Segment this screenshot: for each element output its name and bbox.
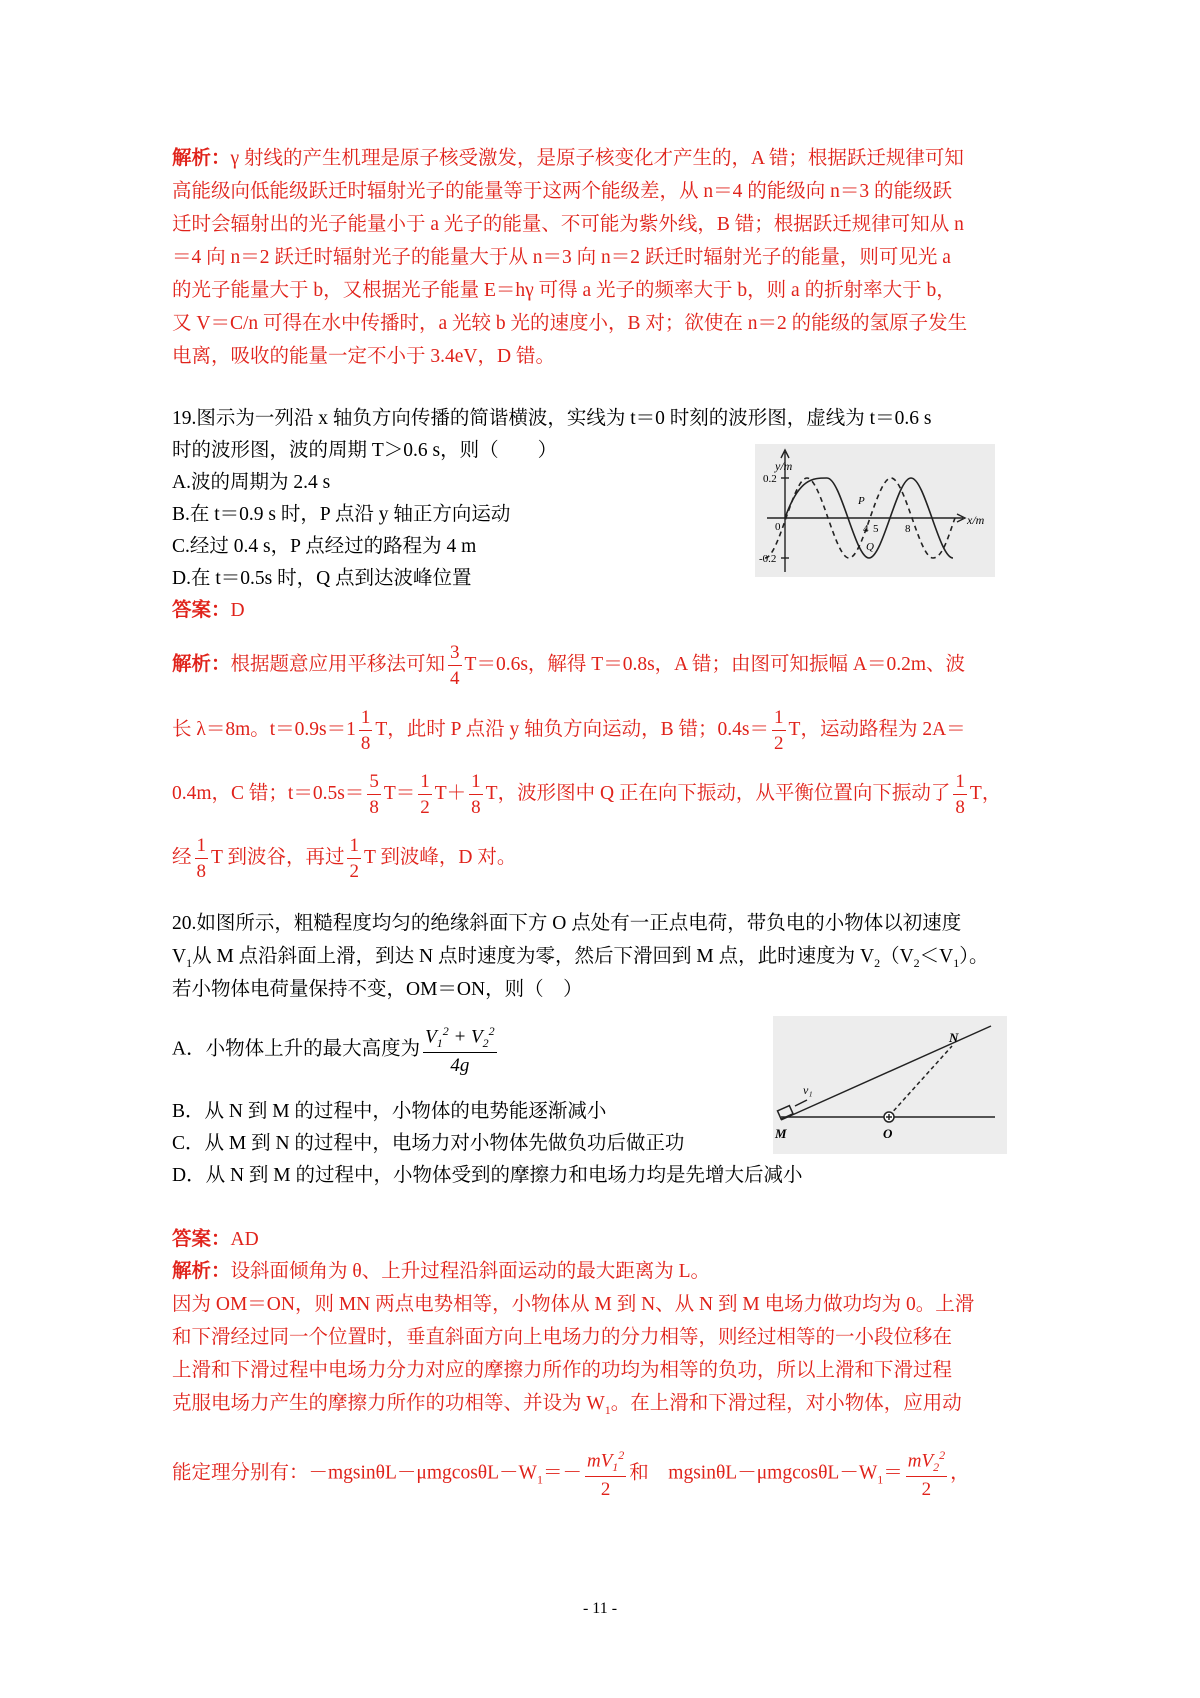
- analysis18-line-2: 高能级向低能级跃迁时辐射光子的能量等于这两个能级差，从 n＝4 的能级向 n＝3 的能级跃: [172, 181, 953, 202]
- fraction: $\frac{mV_1^2}{2}$: [586, 1448, 625, 1501]
- svg-text:O: O: [883, 1126, 893, 1141]
- fraction: $\frac{1}{2}$: [774, 707, 784, 754]
- svg-text:N: N: [949, 1030, 959, 1045]
- q20-analysis-line-4: 上滑和下滑过程中电场力分力对应的摩擦力所作的功均为相等的负功，所以上滑和下滑过程: [172, 1360, 953, 1381]
- svg-text:0: 0: [775, 521, 781, 533]
- wave-figure: [755, 444, 995, 577]
- q19-answer: 答案：D: [172, 600, 245, 621]
- q19-analysis-line-2: 长 λ＝8m。t＝0.9s＝1 $\frac{1}{8}$ T，此时 P 点沿 y 轴负方向运动，B 错；0.4s＝ $\frac{1}{2}$ T，运动路程为 2A＝: [172, 707, 966, 754]
- svg-text:-0.2: -0.2: [759, 553, 777, 565]
- q19-stem-2: 时的波形图，波的周期 T＞0.6 s，则（ ）: [172, 440, 558, 461]
- analysis18-line-4: ＝4 向 n＝2 跃迁时辐射光子的能量大于从 n＝3 向 n＝2 跃迁时辐射光子的能量，则可见光 a: [172, 247, 951, 268]
- fraction: $\frac{3}{4}$: [450, 642, 460, 689]
- fraction: $\frac{1}{8}$: [360, 707, 371, 754]
- svg-text:x/m: x/m: [967, 513, 985, 527]
- q19-stem-1: 19.图示为一列沿 x 轴负方向传播的简谐横波，实线为 t＝0 时刻的波形图，虚线为 t＝0.6 s: [172, 408, 932, 429]
- q20-stem-1: 20.如图所示，粗糙程度均匀的绝缘斜面下方 O 点处有一正点电荷，带负电的小物体以初速度: [172, 913, 962, 934]
- svg-text:Q: Q: [866, 541, 874, 553]
- q19-option-a: A.波的周期为 2.4 s: [172, 472, 331, 493]
- incline-figure: [773, 1016, 1007, 1154]
- q20-analysis-line-3: 和下滑经过同一个位置时，垂直斜面方向上电场力的分力相等，则经过相等的一小段位移在: [172, 1327, 953, 1348]
- q19-analysis-line-1: 解析：根据题意应用平移法可知 $\frac{3}{4}$ T＝0.6s，解得 T＝0.8s，A 错；由图可知振幅 A＝0.2m、波: [172, 642, 966, 689]
- q19-option-c: C.经过 0.4 s，P 点经过的路程为 4 m: [172, 536, 477, 557]
- svg-text:8: 8: [905, 523, 911, 535]
- svg-text:M: M: [775, 1126, 787, 1141]
- fraction: $\frac{1}{2}$: [349, 835, 359, 882]
- q20-analysis-line-2: 因为 OM＝ON，则 MN 两点电势相等，小物体从 M 到 N、从 N 到 M 电场力做功均为 0。上滑: [172, 1294, 975, 1315]
- analysis18-line-7: 电离，吸收的能量一定不小于 3.4eV，D 错。: [172, 346, 555, 367]
- analysis18-line-5: 的光子能量大于 b，又根据光子能量 E＝hγ 可得 a 光子的频率大于 b，则 a 的折射率大于 b，: [172, 280, 956, 301]
- q20-answer: 答案：AD: [172, 1229, 259, 1250]
- q19-analysis-line-3: 0.4m，C 错；t＝0.5s＝ $\frac{5}{8}$ T＝ $\frac{1}{2}$ T＋ $\frac{1}{8}$ T，波形图中 Q 正在向下振动，从平衡位置向下振动了 $\frac{1}{8}$ T，: [172, 771, 1002, 818]
- q19-option-d: D.在 t＝0.5s 时，Q 点到达波峰位置: [172, 568, 472, 589]
- svg-text:0.2: 0.2: [763, 473, 777, 485]
- svg-text:5: 5: [873, 523, 879, 535]
- fraction: $\frac{mV_2^2}{2}$: [907, 1448, 946, 1501]
- analysis-label: 解析：: [172, 148, 231, 169]
- q20-option-c: C．从 M 到 N 的过程中，电场力对小物体先做负功后做正功: [172, 1133, 685, 1154]
- analysis18-line-1: 解析：γ 射线的产生机理是原子核受激发，是原子核变化才产生的，A 错；根据跃迁规律可知: [172, 148, 964, 169]
- q20-analysis-line-6: 能定理分别有：$-mgsin\theta L-\mu mgcos\theta L-W_1=-$ $\frac{mV_1^2}{2}$ 和 $mgsin\theta L-\mu mgcos\theta L-W_1=$ $\frac{mV_2^2}{2}$ ，: [172, 1448, 970, 1501]
- analysis18-line-6: 又 V＝C/n 可得在水中传播时，a 光较 b 光的速度小，B 对；欲使在 n＝2 的能级的氢原子发生: [172, 313, 968, 334]
- fraction: $\frac{1}{8}$: [471, 771, 481, 818]
- q20-analysis-line-1: 解析：设斜面倾角为 θ、上升过程沿斜面运动的最大距离为 L。: [172, 1261, 711, 1282]
- q20-option-a: A．小物体上升的最大高度为 $\frac{V_1^2 + V_2^2}{4g}$: [172, 1024, 495, 1077]
- q20-stem-3: 若小物体电荷量保持不变，OM＝ON，则（ ）: [172, 979, 583, 1000]
- fraction: $\frac{1}{2}$: [420, 771, 430, 818]
- analysis18-line-3: 迁时会辐射出的光子能量小于 a 光子的能量、不可能为紫外线，B 错；根据跃迁规律可知从 n: [172, 214, 964, 235]
- q20-stem-2: $V_1$从 M 点沿斜面上滑，到达 N 点时速度为零，然后下滑回到 M 点，此时速度为 $V_2(V_2<V_1)$。: [172, 946, 989, 970]
- svg-text:P: P: [858, 495, 865, 507]
- fraction: $\frac{1}{8}$: [955, 771, 965, 818]
- fraction: $\frac{5}{8}$: [369, 771, 379, 818]
- svg-text:y/m: y/m: [775, 459, 793, 473]
- fraction: $\frac{V_1^2 + V_2^2}{4g}$: [425, 1024, 495, 1077]
- q19-analysis-line-4: 经 $\frac{1}{8}$ T 到波谷，再过 $\frac{1}{2}$ T 到波峰，D 对。: [172, 835, 517, 882]
- q20-analysis-line-5: 克服电场力产生的摩擦力所作的功相等、并设为 $W_1$。在上滑和下滑过程，对小物体，应用动: [172, 1393, 962, 1417]
- page-number: - 11 -: [582, 1600, 618, 1617]
- fraction: $\frac{1}{8}$: [196, 835, 207, 882]
- q20-option-d: D．从 N 到 M 的过程中，小物体受到的摩擦力和电场力均是先增大后减小: [172, 1165, 803, 1186]
- svg-text:4: 4: [863, 523, 869, 535]
- q19-option-b: B.在 t＝0.9 s 时，P 点沿 y 轴正方向运动: [172, 504, 511, 525]
- svg-text:v₁: v₁: [803, 1083, 813, 1097]
- q20-option-b: B．从 N 到 M 的过程中，小物体的电势能逐渐减小: [172, 1101, 607, 1122]
